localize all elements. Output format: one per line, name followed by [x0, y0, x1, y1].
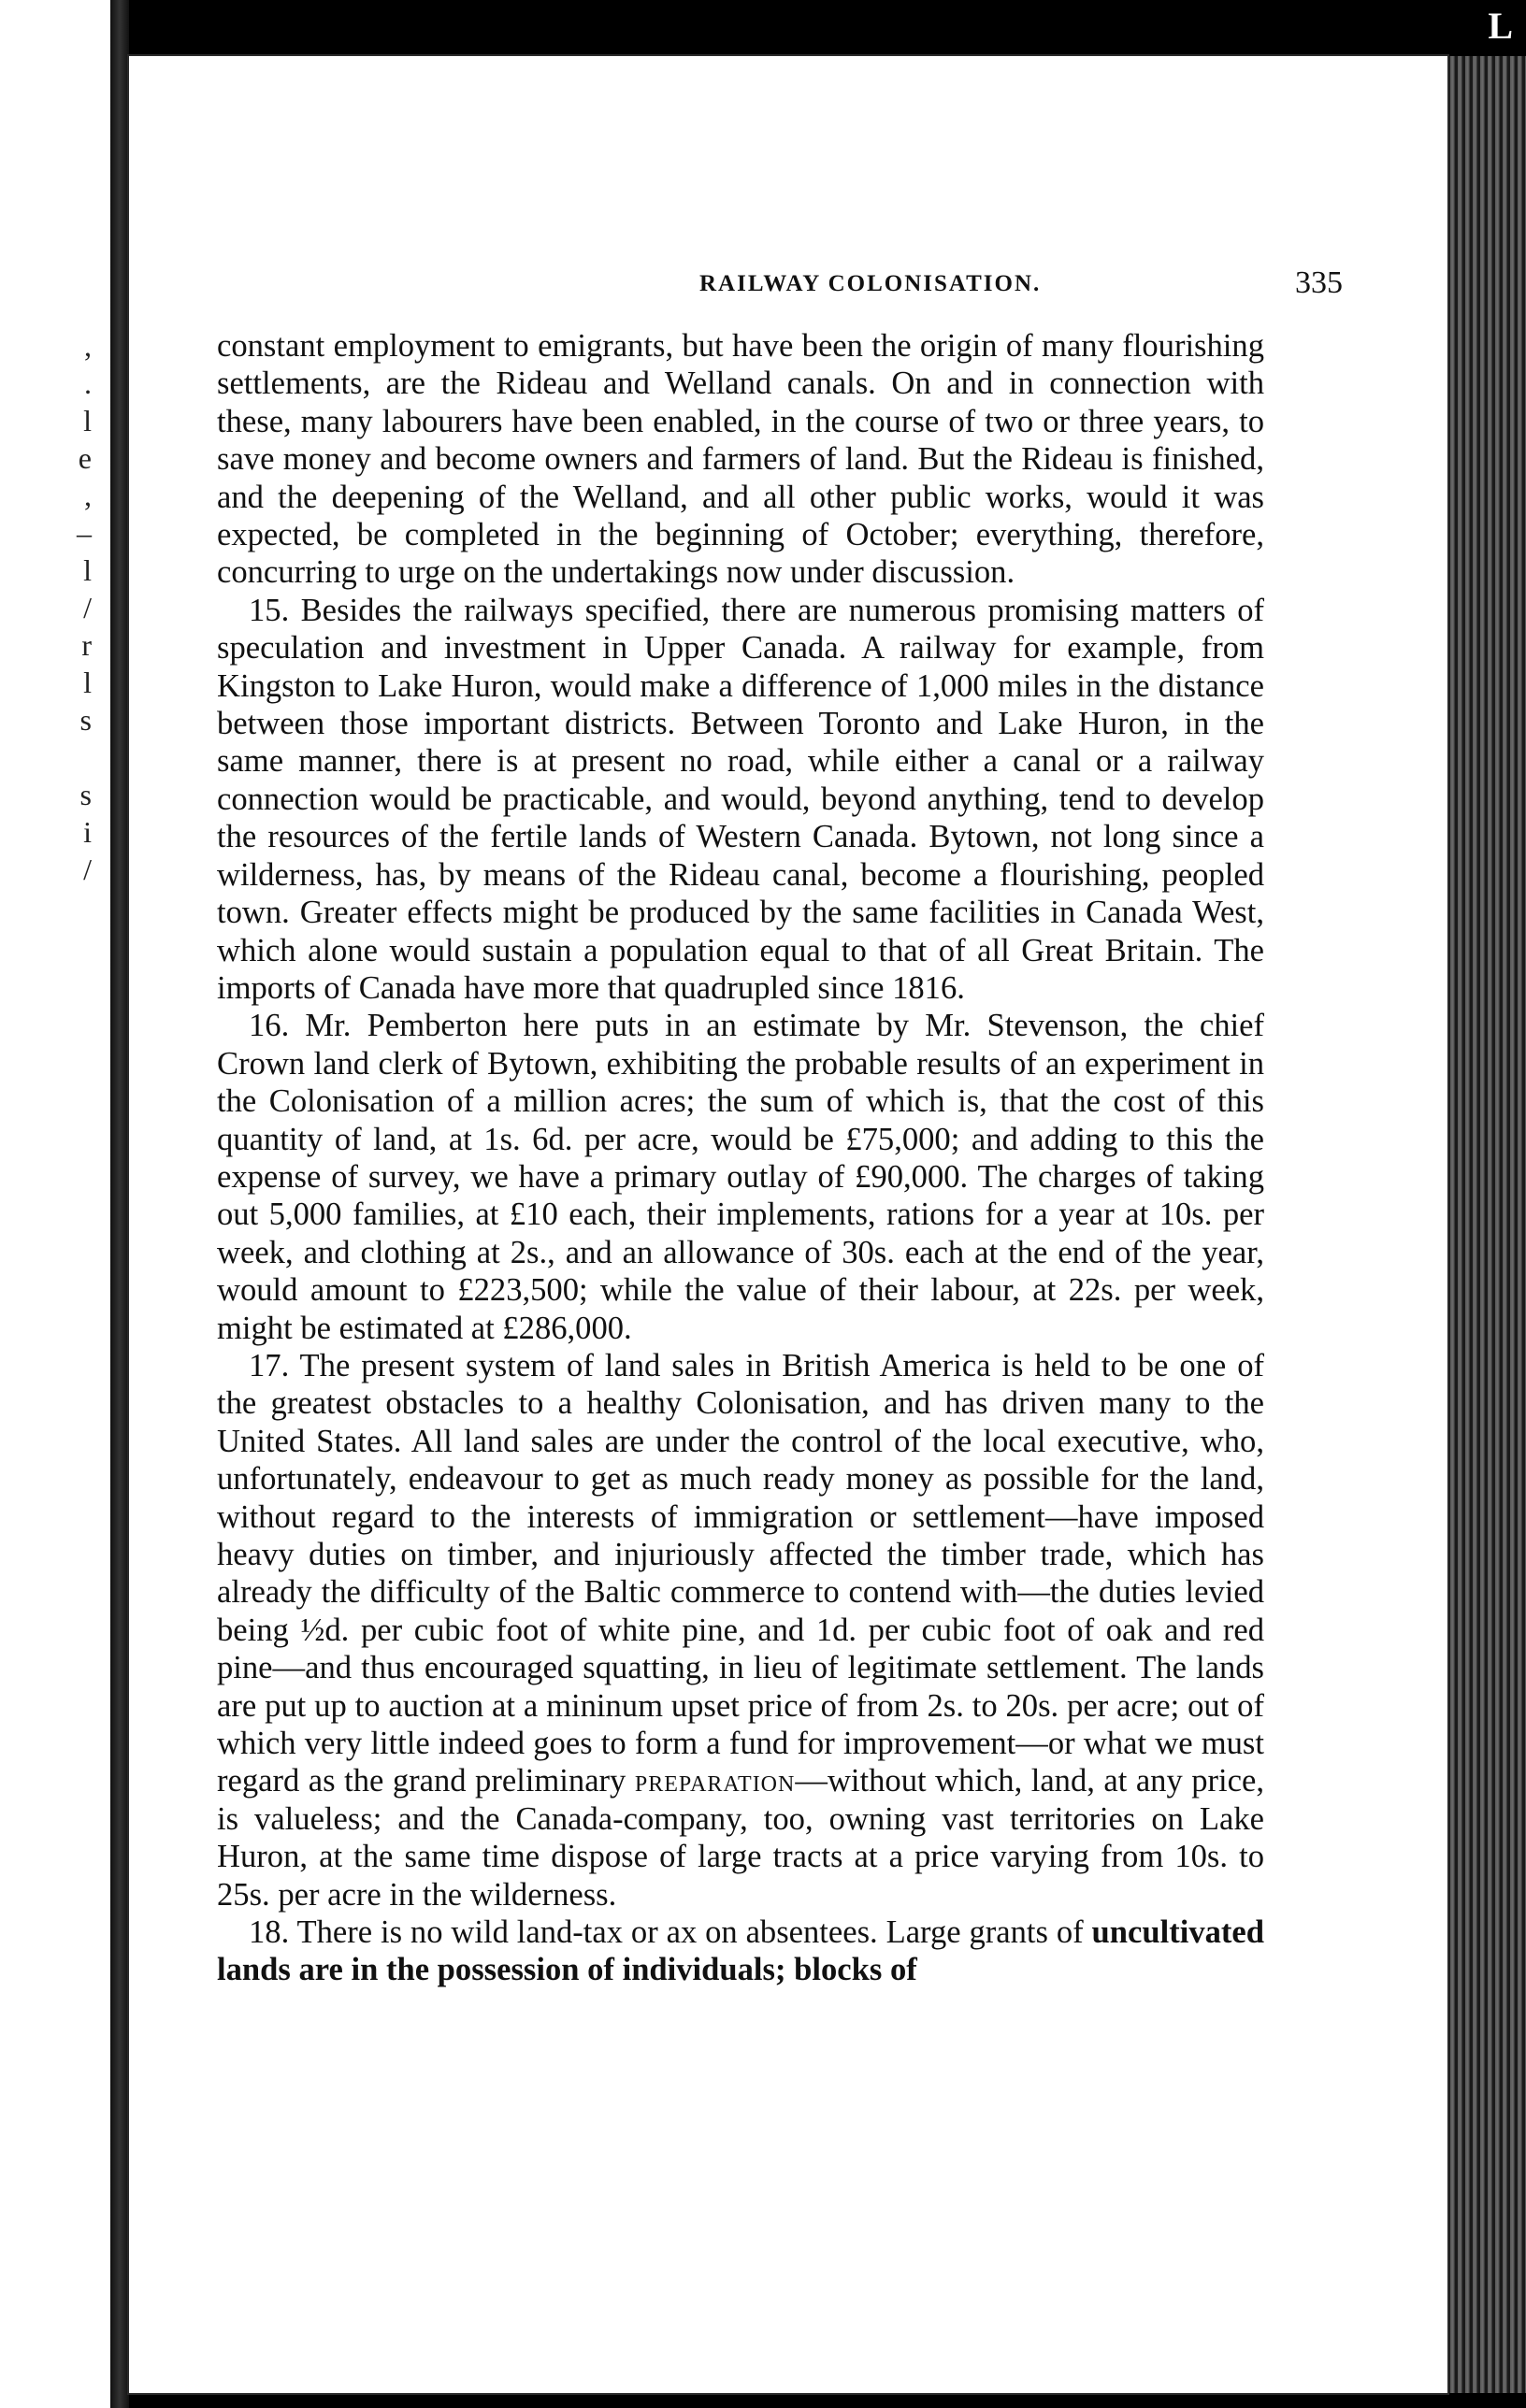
corner-mark: L: [1488, 5, 1513, 47]
paragraph-15: 15. Besides the railways specified, there are numerous promising matters of speculation and investment in Upper Canada. A railway for example, from Kingston to Lake Huron, would make a difference of 1,000 miles in the distance between those important districts. Between Toronto and Lake Huron, in the same manner, there is at present no road, while either a canal or a railway connection would be practicable, and would, beyond anything, tend to develop the resources of the fertile lands of Western Canada. Bytown, not long since a wilderness, has, by means of the Rideau canal, become a flourishing, peopled town. Greater effects might be produced by the same facilities in Canada West, which alone would sustain a population equal to that of all Great Britain. The imports of Canada have more that quadrupled since 1816.: [217, 592, 1264, 1006]
paragraph-17: [217, 1347, 1264, 1914]
edge-char: ,: [84, 329, 92, 363]
edge-char: l: [83, 666, 92, 699]
edge-char: /: [83, 591, 92, 624]
page-stack-edge: [1447, 56, 1526, 2393]
edge-char: /: [83, 853, 92, 886]
small-caps-term: preparation: [634, 1763, 796, 1799]
paragraph-18: [217, 1914, 1264, 1989]
paragraph-17-text: 17. The present system of land sales in British America is held to be one of the greatest obstacles to a healthy Colonisation, and has driven many to the United States. All land sales are under the control of the local executive, who, unfortunately, endeavour to get as much ready money as possible for the land, without regard to the interests of immigration or settlement—have imposed heavy duties on timber, and injuriously affected the timber trade, which has already the difficulty of the Baltic commerce to contend with—the duties levied being ½d. per cubic foot of white pine, and 1d. per cubic foot of oak and red pine—and thus encouraged squatting, in lieu of legitimate settlement. The lands are put up to auction at a mininum upset price of from 2s. to 20s. per acre; out of which very little indeed goes to form a fund for improvement—or what we must regard as the grand preliminary: [217, 1347, 1264, 1799]
edge-char: s: [79, 703, 92, 737]
edge-char: l: [83, 553, 92, 587]
paragraph-18-text: 18. There is no wild land-tax or ax on absentees. Large grants of: [249, 1914, 1084, 1951]
edge-char: ,: [84, 479, 92, 512]
book-gutter: [110, 0, 129, 2408]
edge-char: r: [81, 628, 92, 662]
book-page: [129, 56, 1447, 2393]
edge-char: l: [83, 404, 92, 437]
body-text: [217, 327, 1264, 1989]
page-header: [211, 265, 1343, 312]
edge-char: i: [83, 815, 92, 849]
running-title: RAILWAY COLONISATION.: [699, 271, 1042, 296]
paragraph-16: 16. Mr. Pemberton here puts in an estimate by Mr. Stevenson, the chief Crown land clerk of Bytown, exhibiting the probable results of an experiment in the Colonisation of a million acres; the sum of which is, that the cost of this quantity of land, at 1s. 6d. per acre, would be £75,000; and adding to this the expense of survey, we have a primary outlay of £90,000. The charges of taking out 5,000 families, at £10 each, their implements, rations for a year at 10s. per week, and clothing at 2s., and an allowance of 30s. each at the end of the year, would amount to £223,500; while the value of their labour, at 22s. per week, might be estimated at £286,000.: [217, 1008, 1264, 1346]
edge-char: e: [78, 441, 92, 475]
previous-page-edge: [0, 0, 110, 2408]
paragraph-17-text-end: —without which, land, at any price, is valueless; and the Canada-company, too, owning vast territories on Lake Huron, at the same time dispose of large tracts at a price varying from 10s. to 25s. per acre in the wilderness.: [217, 1763, 1265, 1913]
edge-char: s: [79, 778, 92, 811]
edge-char: –: [77, 516, 92, 550]
paragraph-18-bold-line: uncultivated lands are in the possession of individuals; blocks of: [217, 1914, 1264, 1988]
page-number: 335: [1295, 265, 1343, 300]
paragraph-continuation: constant employment to emigrants, but have been the origin of many flourishing settlements, are the Rideau and Welland canals. On and in connection with these, many labourers have been enabled, in the course of two or three years, to save money and become owners and farmers of land. But the Rideau is finished, and the deepening of the Welland, and all other public works, would it was expected, be completed in the beginning of October; everything, therefore, concurring to urge on the undertakings now under discussion.: [217, 328, 1264, 591]
edge-char: .: [84, 366, 92, 400]
